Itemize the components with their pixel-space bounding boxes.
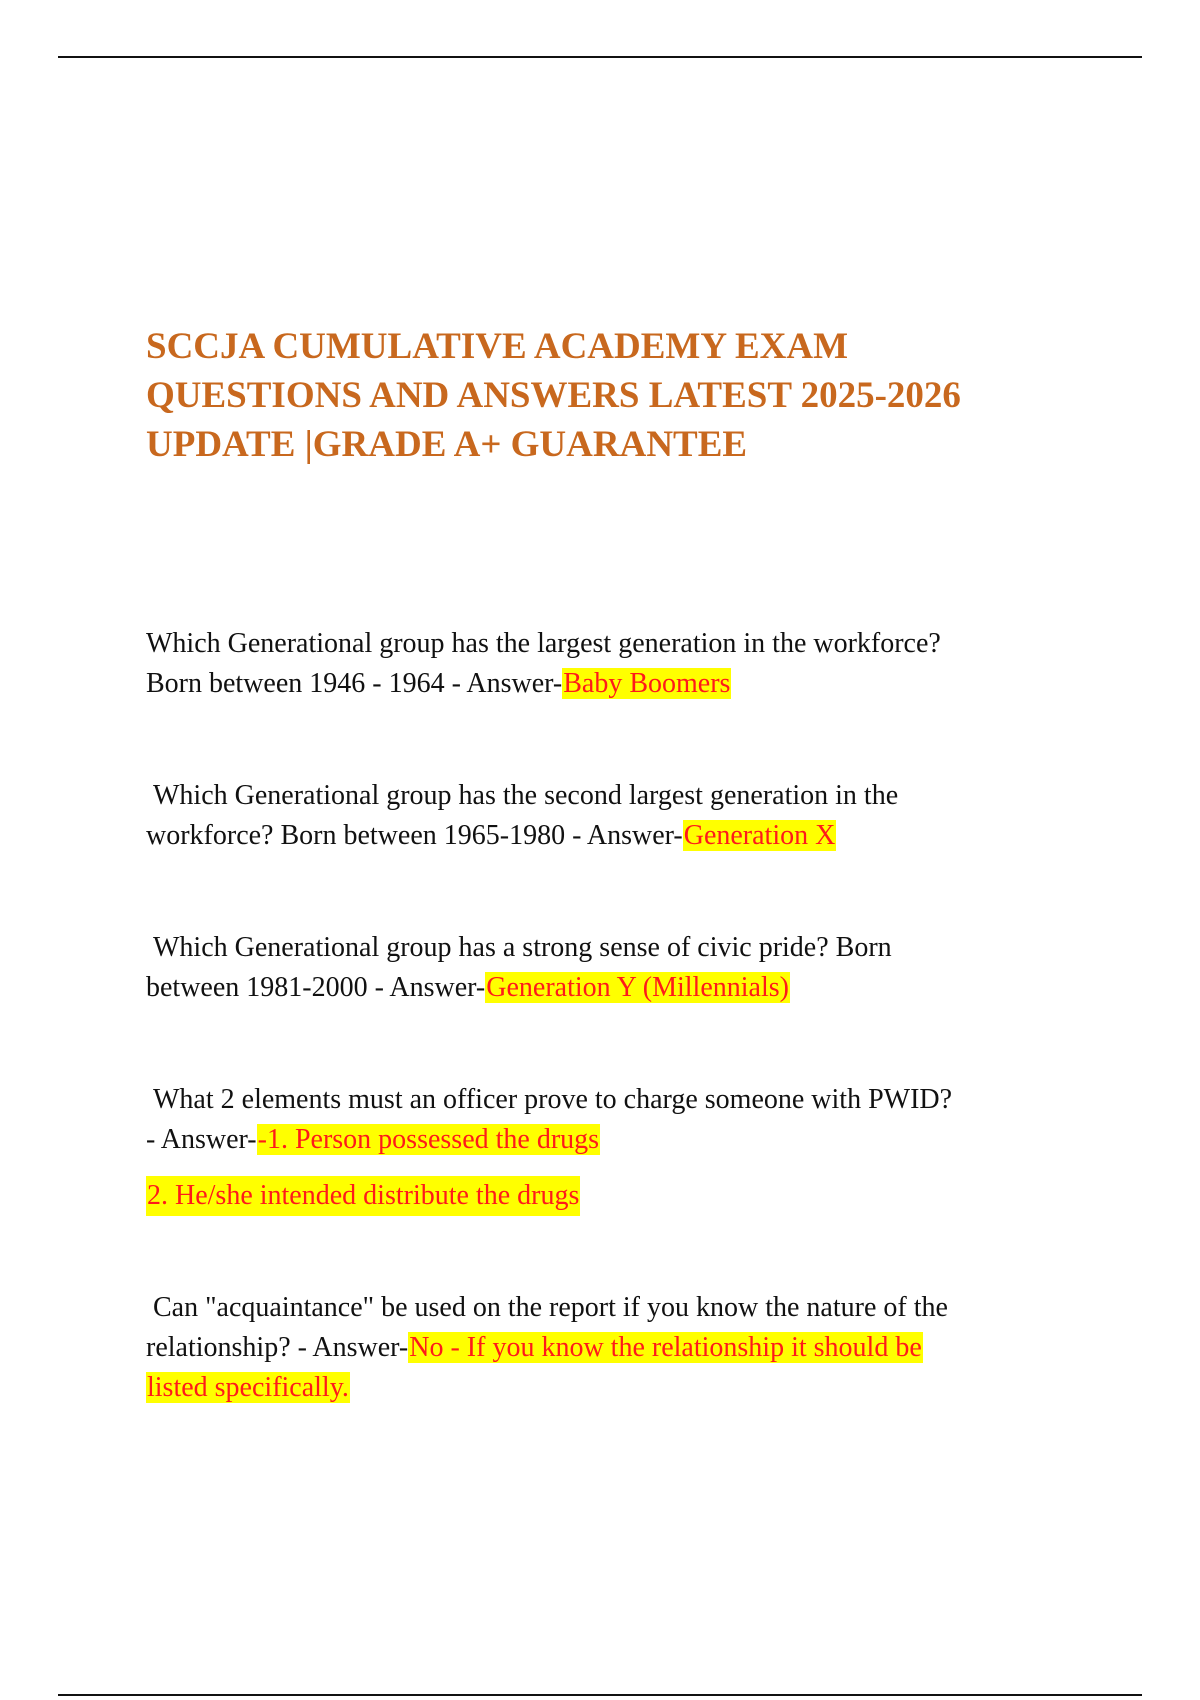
title-line-1: SCCJA CUMULATIVE ACADEMY EXAM (146, 326, 848, 367)
question-4-line-2: - Answer- (146, 1124, 257, 1155)
question-2-line-2: workforce? Born between 1965-1980 - Answer- (146, 820, 683, 851)
answer-1: Baby Boomers (563, 668, 731, 699)
question-5-line-2: relationship? - Answer- (146, 1332, 409, 1363)
question-1-line-1: Which Generational group has the largest generation in the workforce? (146, 628, 941, 659)
top-rule (58, 56, 1142, 58)
title-line-3: UPDATE |GRADE A+ GUARANTEE (146, 424, 748, 465)
bottom-rule (58, 1694, 1142, 1696)
question-5-line-1: Can "acquaintance" be used on the report if you know the nature of the (146, 1292, 948, 1323)
title-line-2: QUESTIONS AND ANSWERS LATEST 2025-2026 (146, 375, 961, 416)
qa-item-1 (146, 624, 1096, 704)
answer-5: No - If you know the relationship it should be (409, 1332, 922, 1363)
qa-item-2 (146, 776, 1096, 856)
question-3-line-1: Which Generational group has a strong sense of civic pride? Born (146, 932, 892, 963)
answer-3: Generation Y (Millennials) (486, 972, 789, 1003)
answer-2: Generation X (683, 820, 836, 851)
question-3-line-2: between 1981-2000 - Answer- (146, 972, 486, 1003)
document-body (146, 322, 1096, 1480)
qa-list (146, 624, 1096, 1408)
answer-4: -1. Person possessed the drugs (257, 1124, 600, 1155)
document-title (146, 322, 1086, 469)
qa-item-5 (146, 1288, 1096, 1408)
qa-item-4 (146, 1080, 1096, 1216)
answer-4-line-2: 2. He/she intended distribute the drugs (146, 1176, 580, 1216)
answer-5-line-2: listed specifically. (147, 1372, 349, 1403)
question-1-line-2: Born between 1946 - 1964 - Answer- (146, 668, 563, 699)
question-2-line-1: Which Generational group has the second largest generation in the (146, 780, 899, 811)
qa-item-3 (146, 928, 1096, 1008)
question-4-line-1: What 2 elements must an officer prove to charge someone with PWID? (146, 1084, 953, 1115)
